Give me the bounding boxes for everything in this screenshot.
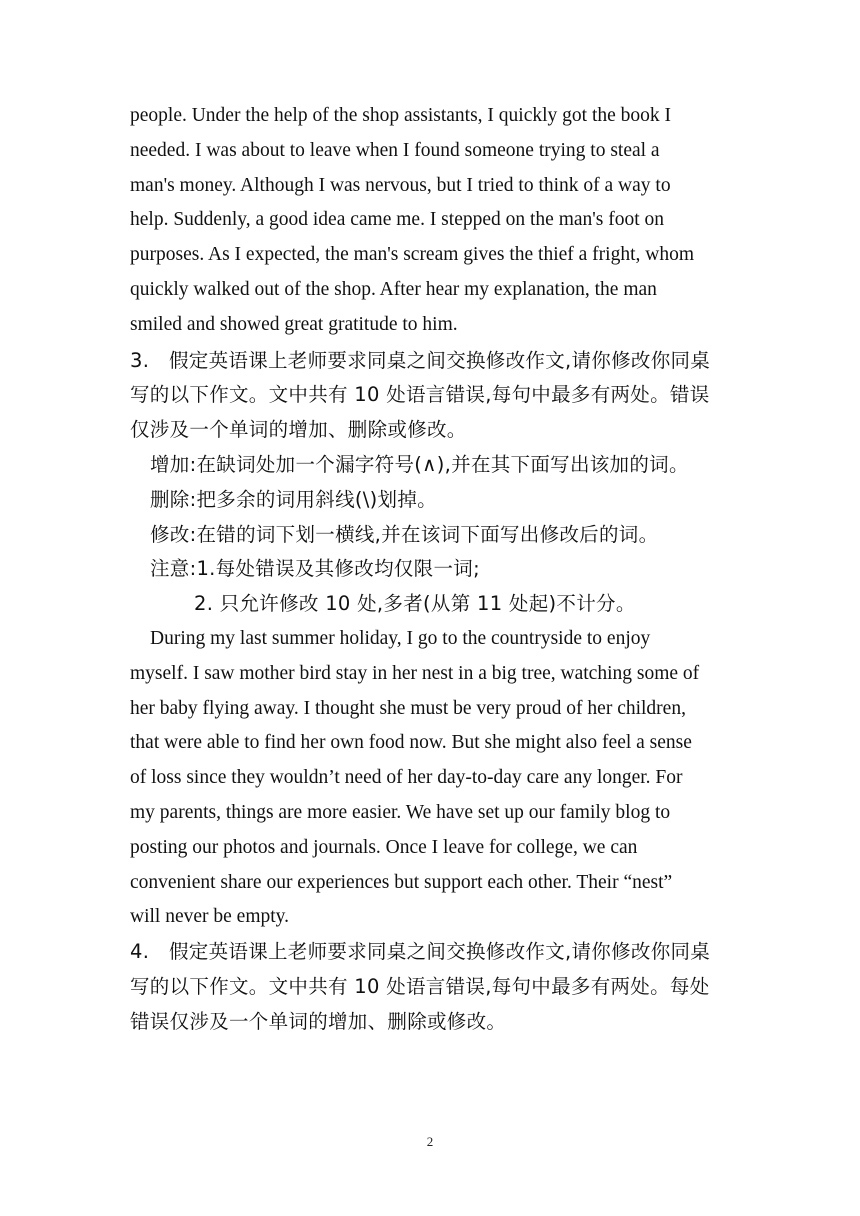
rule-note-2: 2. 只允许修改 10 处,多者(从第 11 处起)不计分。	[194, 592, 636, 616]
passage-2-line: During my last summer holiday, I go to the countryside to enjoy	[150, 627, 651, 649]
question-4-instruction-line: 4. 假定英语课上老师要求同桌之间交换修改作文,请你修改你同桌	[130, 940, 711, 964]
passage-1-line: people. Under the help of the shop assistants, I quickly got the book I	[130, 105, 672, 126]
passage-2-line: of loss since they wouldn’t need of her day-to-day care any longer. For	[130, 767, 683, 789]
rule-note: 注意:1.每处错误及其修改均仅限一词;	[150, 557, 480, 581]
passage-2-line: her baby flying away. I thought she must be very proud of her children,	[130, 697, 686, 719]
question-4	[130, 935, 730, 1039]
passage-2	[130, 622, 730, 935]
rule-delete: 删除:把多余的词用斜线(\)划掉。	[150, 487, 437, 511]
question-4-instruction-line: 写的以下作文。文中共有 10 处语言错误,每句中最多有两处。每处	[130, 974, 710, 998]
passage-1-line: smiled and showed great gratitude to him.	[130, 313, 458, 335]
passage-2-line: myself. I saw mother bird stay in her nest in a big tree, watching some of	[130, 662, 700, 684]
question-3-instruction-line: 仅涉及一个单词的增加、删除或修改。	[130, 418, 467, 442]
passage-1-line: man's money. Although I was nervous, but I tried to think of a way to	[130, 174, 671, 196]
question-3	[130, 344, 730, 936]
question-3-instruction-line: 写的以下作文。文中共有 10 处语言错误,每句中最多有两处。错误	[130, 383, 710, 407]
passage-1-line: quickly walked out of the shop. After hear my explanation, the man	[130, 278, 657, 300]
question-4-instruction-line: 错误仅涉及一个单词的增加、删除或修改。	[130, 1009, 507, 1033]
passage-1-line: needed. I was about to leave when I found someone trying to steal a	[130, 139, 660, 161]
passage-2-line: my parents, things are more easier. We have set up our family blog to	[130, 801, 671, 823]
passage-2-line: will never be empty.	[130, 906, 290, 928]
passage-2-line: convenient share our experiences but support each other. Their “nest”	[130, 871, 673, 893]
passage-1-line: purposes. As I expected, the man's scream gives the thief a fright, whom	[130, 244, 694, 266]
page-number: 2	[426, 1134, 434, 1149]
question-3-instruction-line: 3. 假定英语课上老师要求同桌之间交换修改作文,请你修改你同桌	[130, 348, 711, 372]
passage-2-line: that were able to find her own food now. But she might also feel a sense	[130, 732, 692, 754]
rule-modify: 修改:在错的词下划一横线,并在该词下面写出修改后的词。	[150, 522, 659, 546]
passage-1-line: help. Suddenly, a good idea came me. I stepped on the man's foot on	[130, 209, 665, 231]
passage-2-line: posting our photos and journals. Once I leave for college, we can	[130, 836, 638, 858]
page-content	[130, 99, 730, 1040]
passage-1	[130, 99, 730, 343]
rule-add: 增加:在缺词处加一个漏字符号(∧),并在其下面写出该加的词。	[150, 452, 689, 476]
